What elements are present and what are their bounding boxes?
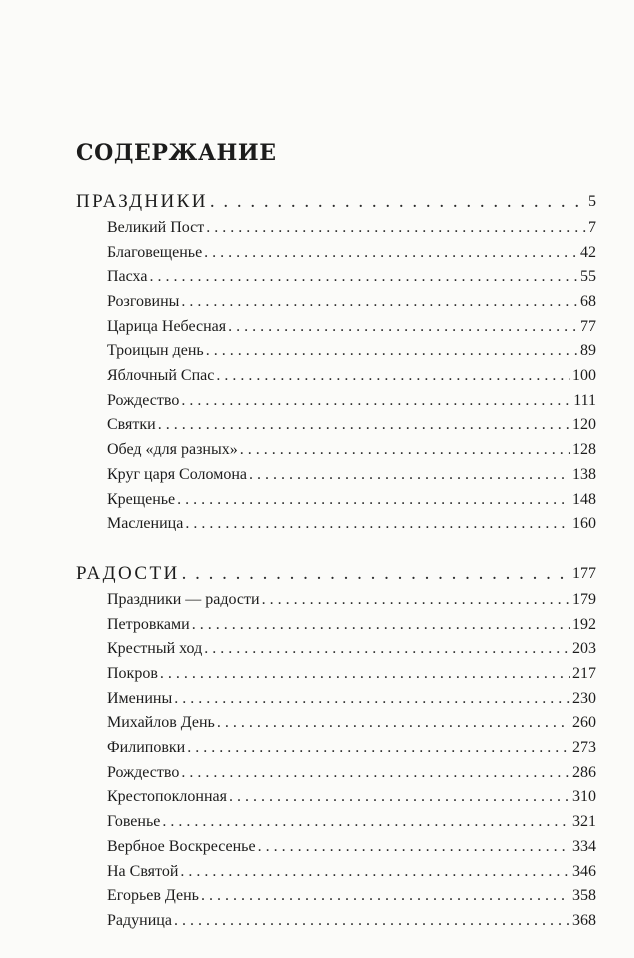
- page-number: 5: [588, 193, 596, 210]
- dot-leader: [206, 216, 586, 241]
- toc-entry[interactable]: [76, 414, 596, 439]
- entry-title: Рождество: [107, 763, 180, 781]
- dot-leader: [162, 810, 570, 835]
- dot-leader: [258, 835, 570, 860]
- toc-entry[interactable]: [76, 463, 596, 488]
- toc-list: [76, 588, 596, 934]
- toc-entry[interactable]: [76, 884, 596, 909]
- toc-entry[interactable]: [76, 662, 596, 687]
- entry-title: Святки: [107, 416, 156, 434]
- entry-title: Царица Небесная: [107, 317, 227, 335]
- dot-leader: [228, 315, 578, 340]
- toc-list: [76, 216, 596, 537]
- dot-leader: [177, 488, 570, 513]
- toc-entry[interactable]: [76, 613, 596, 638]
- toc-entry[interactable]: [76, 909, 596, 934]
- entry-title: Егорьев День: [107, 887, 199, 905]
- entry-title: Троицын день: [107, 342, 204, 360]
- dot-leader: [174, 909, 570, 934]
- toc-entry[interactable]: [76, 588, 596, 613]
- dot-leader: [174, 687, 570, 712]
- dot-leader: [180, 860, 570, 885]
- page-number: 7: [588, 218, 596, 236]
- toc-entry[interactable]: [76, 736, 596, 761]
- page-number: 310: [572, 788, 596, 806]
- entry-title: Филиповки: [107, 739, 186, 757]
- toc-entry[interactable]: [76, 364, 596, 389]
- entry-title: Масленица: [107, 515, 184, 533]
- entry-title: Круг царя Соломона: [107, 465, 247, 483]
- toc-entry[interactable]: [76, 810, 596, 835]
- entry-title: Благовещенье: [107, 243, 203, 261]
- page-number: 77: [580, 317, 596, 335]
- page-number: 230: [572, 689, 596, 707]
- toc-entry[interactable]: [76, 786, 596, 811]
- toc-entry[interactable]: [76, 216, 596, 241]
- toc-part: [76, 560, 596, 934]
- toc-entry[interactable]: [76, 438, 596, 463]
- dot-leader: [181, 389, 571, 414]
- page-title: СОДЕРЖАНИЕ: [76, 140, 277, 166]
- page-number: 148: [572, 490, 596, 508]
- entry-title: Пасха: [107, 268, 148, 286]
- page-number: 100: [572, 367, 596, 385]
- page-number: 334: [572, 837, 596, 855]
- toc-entry[interactable]: [76, 711, 596, 736]
- toc-entry[interactable]: [76, 389, 596, 414]
- entry-title: Розговины: [107, 293, 180, 311]
- dot-leader: [204, 637, 570, 662]
- toc-entry[interactable]: [76, 241, 596, 266]
- toc-part: [76, 188, 596, 537]
- page-number: 260: [572, 714, 596, 732]
- dot-leader: [249, 463, 570, 488]
- page-number: 321: [572, 813, 596, 831]
- dot-leader: [201, 884, 570, 909]
- part-heading-row[interactable]: [76, 560, 596, 588]
- page-number: 179: [572, 590, 596, 608]
- toc-entry[interactable]: [76, 290, 596, 315]
- dot-leader: [206, 339, 578, 364]
- entry-title: Михайлов День: [107, 714, 215, 732]
- dot-leader: [192, 613, 570, 638]
- toc-entry[interactable]: [76, 637, 596, 662]
- page-number: 192: [572, 615, 596, 633]
- entry-title: Яблочный Спас: [107, 367, 215, 385]
- entry-title: Праздники — радости: [107, 590, 260, 608]
- dot-leader: [262, 588, 570, 613]
- entry-title: Крещенье: [107, 490, 176, 508]
- page-number: 203: [572, 640, 596, 658]
- page-number: 286: [572, 763, 596, 781]
- entry-title: Петровками: [107, 615, 190, 633]
- page-number: 273: [572, 739, 596, 757]
- part-title: ПРАЗДНИКИ: [76, 191, 208, 212]
- dot-leader: [216, 364, 570, 389]
- page-number: 111: [573, 391, 596, 409]
- dot-leader: [149, 265, 578, 290]
- page-number: 346: [572, 862, 596, 880]
- dot-leader: [240, 438, 570, 463]
- page-number: 120: [572, 416, 596, 434]
- page-number: 358: [572, 887, 596, 905]
- entry-title: Радуница: [107, 911, 172, 929]
- page-number: 55: [580, 268, 596, 286]
- toc-entry[interactable]: [76, 835, 596, 860]
- toc-entry[interactable]: [76, 339, 596, 364]
- dot-leader: [185, 512, 570, 537]
- entry-title: Обед «для разных»: [107, 441, 238, 459]
- entry-title: Крестный ход: [107, 640, 203, 658]
- entry-title: Именины: [107, 689, 173, 707]
- toc-entry[interactable]: [76, 512, 596, 537]
- entry-title: Крестопоклонная: [107, 788, 227, 806]
- toc-entry[interactable]: [76, 265, 596, 290]
- entry-title: Рождество: [107, 391, 180, 409]
- page-number: 68: [580, 293, 596, 311]
- dot-leader: [158, 413, 570, 438]
- dot-leader: [210, 188, 586, 216]
- page-number: 217: [572, 665, 596, 683]
- page-number: 138: [572, 465, 596, 483]
- page-number: 128: [572, 441, 596, 459]
- toc-entry[interactable]: [76, 687, 596, 712]
- toc-entry[interactable]: [76, 860, 596, 885]
- dot-leader: [217, 711, 570, 736]
- part-title: РАДОСТИ: [76, 563, 180, 584]
- entry-title: Покров: [107, 665, 158, 683]
- toc-entry[interactable]: [76, 488, 596, 513]
- page-number: 368: [572, 911, 596, 929]
- dot-leader: [229, 785, 570, 810]
- dot-leader: [181, 761, 570, 786]
- toc-entry[interactable]: [76, 315, 596, 340]
- entry-title: Великий Пост: [107, 218, 205, 236]
- entry-title: Говенье: [107, 813, 161, 831]
- page-number: 160: [572, 515, 596, 533]
- dot-leader: [182, 560, 570, 588]
- entry-title: На Святой: [107, 862, 179, 880]
- dot-leader: [181, 290, 578, 315]
- dot-leader: [204, 241, 578, 266]
- toc-entry[interactable]: [76, 761, 596, 786]
- part-heading-row[interactable]: [76, 188, 596, 216]
- page-number: 42: [580, 243, 596, 261]
- dot-leader: [160, 662, 570, 687]
- page-number: 177: [572, 565, 596, 582]
- page-number: 89: [580, 342, 596, 360]
- dot-leader: [187, 736, 570, 761]
- entry-title: Вербное Воскресенье: [107, 837, 256, 855]
